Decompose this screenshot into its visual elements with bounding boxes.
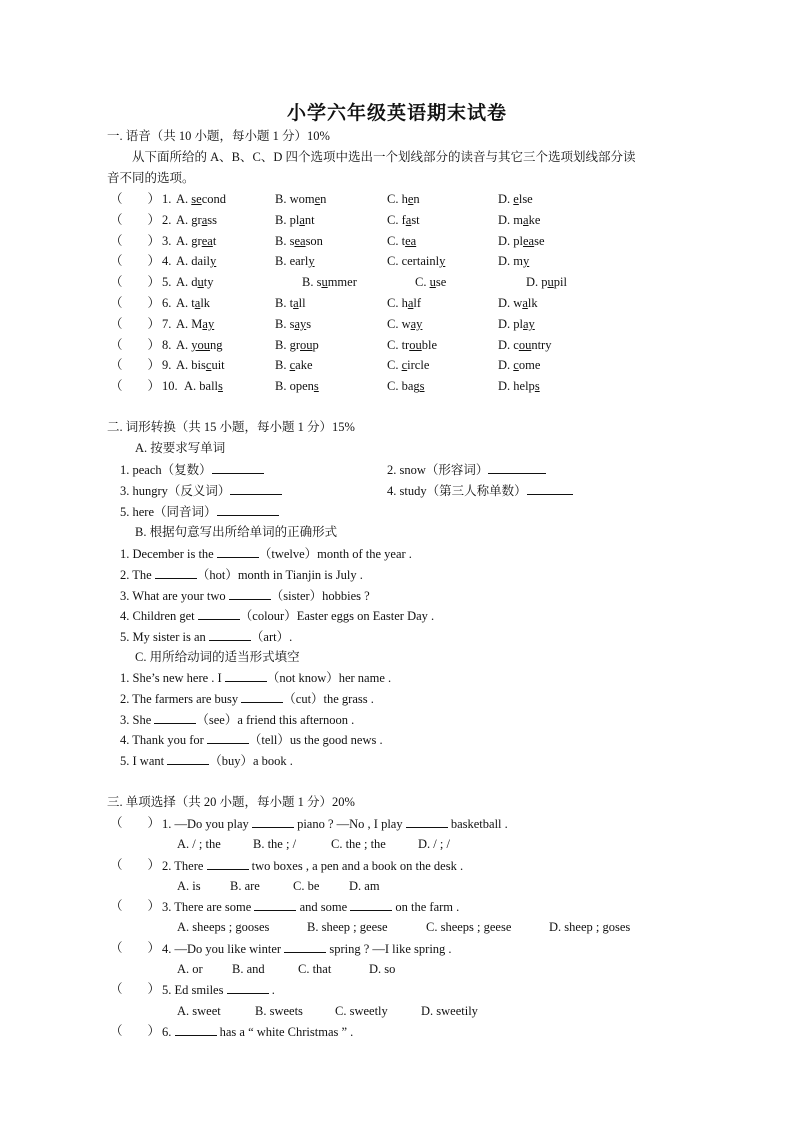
phonics-option-a[interactable]: [176, 253, 216, 269]
option-text: ty: [203, 275, 214, 289]
phonics-option-b[interactable]: [275, 253, 315, 269]
option-text: D. w: [498, 296, 523, 310]
underlined-sound: a: [194, 296, 201, 310]
underlined-sound: ay: [294, 317, 307, 331]
option-text: ll: [298, 296, 306, 310]
word-form-prompt: 3. hungry（反义词）: [120, 484, 231, 498]
underlined-sound: c: [289, 358, 296, 372]
option-text: p: [312, 338, 319, 352]
answer-paren[interactable]: （ ）: [110, 234, 161, 248]
underlined-sound: se: [191, 192, 202, 206]
stem-text: 4. —Do you like winter: [162, 942, 285, 956]
question-number: 8.: [162, 338, 172, 352]
underlined-sound: ea: [405, 234, 417, 248]
option-text: ng: [210, 338, 223, 352]
mcq-option[interactable]: D. sweetily: [421, 1004, 478, 1018]
answer-paren[interactable]: （ ）: [110, 213, 161, 227]
phonics-option-d[interactable]: [498, 295, 538, 311]
mcq-option[interactable]: C. the ; the: [331, 837, 386, 851]
answer-paren[interactable]: （ ）: [110, 1024, 161, 1038]
answer-blank[interactable]: [155, 566, 197, 579]
phonics-option-d[interactable]: [498, 337, 551, 353]
option-text: pil: [553, 275, 567, 289]
option-text: lk: [527, 296, 538, 310]
answer-paren[interactable]: （ ）: [110, 338, 161, 352]
option-text: A. gr: [176, 234, 202, 248]
section2-heading: 二. 词形转换（共 15 小题，每小题 1 分）15%: [107, 420, 355, 434]
stem-text: .: [268, 983, 275, 997]
mcq-option[interactable]: A. sweet: [177, 1004, 221, 1018]
answer-paren[interactable]: （ ）: [110, 816, 161, 830]
underlined-sound: ea: [201, 234, 213, 248]
mcq-stem: [162, 898, 459, 915]
option-text: D. c: [498, 338, 519, 352]
stem-text: on the farm .: [392, 900, 460, 914]
option-text: se: [534, 234, 545, 248]
phonics-option-a[interactable]: [176, 357, 225, 373]
option-text: C. h: [387, 296, 408, 310]
option-text: B. open: [275, 379, 314, 393]
option-text: B. s: [275, 234, 295, 248]
underlined-sound: s: [218, 379, 223, 393]
option-text: ake: [295, 358, 313, 372]
answer-blank: [252, 815, 294, 828]
underlined-sound: a: [299, 213, 305, 227]
answer-blank: [254, 898, 296, 911]
underlined-sound: s: [534, 379, 540, 393]
option-text: B. t: [275, 296, 294, 310]
word-form-prompt: 5. here（同音词）: [120, 505, 217, 519]
phonics-option-b[interactable]: [302, 274, 357, 290]
fill-blank-question: [120, 711, 354, 728]
question-text: 1. She’s new here . I: [120, 671, 225, 685]
mcq-option[interactable]: C. that: [298, 962, 332, 976]
phonics-option-b[interactable]: [275, 212, 315, 228]
option-text: C. h: [387, 192, 408, 206]
option-text: t: [212, 234, 217, 248]
mcq-stem: [162, 1023, 353, 1040]
option-text: D. help: [498, 379, 535, 393]
answer-blank[interactable]: [198, 607, 240, 620]
underlined-sound: ou: [409, 338, 422, 352]
mcq-option[interactable]: B. sweets: [255, 1004, 303, 1018]
option-text: ble: [421, 338, 438, 352]
question-number: 6.: [162, 296, 172, 310]
option-text: A. t: [176, 296, 195, 310]
phonics-option-d[interactable]: [526, 274, 567, 290]
option-text: D.: [498, 192, 514, 206]
option-text: A. gr: [176, 213, 202, 227]
option-text: son: [305, 234, 323, 248]
option-text: ome: [518, 358, 541, 372]
option-text: uit: [211, 358, 225, 372]
underlined-sound: a: [407, 296, 414, 310]
question-hint: （see）a friend this afternoon .: [196, 713, 355, 727]
underlined-sound: a: [201, 213, 208, 227]
phonics-option-c[interactable]: [387, 253, 445, 269]
option-text: C. w: [387, 317, 411, 331]
answer-paren[interactable]: （ ）: [110, 317, 161, 331]
underlined-sound: y: [210, 254, 217, 268]
answer-paren[interactable]: （ ）: [110, 275, 161, 289]
mcq-stem: [162, 981, 275, 998]
word-form-prompt: 1. peach（复数）: [120, 463, 212, 477]
answer-paren[interactable]: （ ）: [110, 379, 161, 393]
option-text: ircle: [407, 358, 430, 372]
fill-blank-question: [120, 690, 374, 707]
mcq-option[interactable]: B. and: [232, 962, 265, 976]
underlined-sound: ay: [523, 317, 535, 331]
mcq-stem: [162, 940, 452, 957]
option-text: B. s: [302, 275, 322, 289]
answer-blank[interactable]: [230, 482, 282, 495]
word-form-item: [387, 461, 546, 478]
exam-title: 小学六年级英语期末试卷: [286, 103, 507, 124]
fill-blank-question: [120, 752, 293, 769]
fill-blank-question: [120, 545, 412, 562]
phonics-option-d[interactable]: [498, 316, 535, 332]
phonics-option-c[interactable]: [387, 316, 422, 332]
answer-blank[interactable]: [212, 461, 264, 474]
mcq-option[interactable]: B. are: [230, 879, 260, 893]
question-text: 1. December is the: [120, 547, 217, 561]
option-text: B. wom: [275, 192, 315, 206]
option-text: A. dail: [176, 254, 211, 268]
phonics-option-b[interactable]: [275, 316, 311, 332]
option-text: ss: [207, 213, 217, 227]
phonics-option-a[interactable]: [176, 337, 223, 353]
stem-text: spring ? —I like spring .: [326, 942, 452, 956]
underlined-sound: ea: [523, 234, 535, 248]
option-text: B. pl: [275, 213, 300, 227]
question-text: 2. The: [120, 568, 155, 582]
option-text: C. t: [387, 234, 406, 248]
section1-heading: 一. 语音（共 10 小题，每小题 1 分）10%: [107, 129, 330, 143]
mcq-option[interactable]: D. am: [349, 879, 380, 893]
phonics-option-c[interactable]: [387, 357, 429, 373]
question-hint: （art）.: [250, 630, 293, 644]
answer-blank[interactable]: [229, 587, 271, 600]
section2-part-a-heading: A. 按要求写单词: [135, 441, 226, 455]
underlined-sound: you: [191, 338, 211, 352]
mcq-option[interactable]: C. be: [293, 879, 320, 893]
underlined-sound: u: [547, 275, 554, 289]
underlined-sound: c: [205, 358, 212, 372]
option-text: C. f: [387, 213, 406, 227]
phonics-option-b[interactable]: [275, 357, 313, 373]
question-number: 2.: [162, 213, 172, 227]
phonics-option-d[interactable]: [498, 233, 545, 249]
fill-blank-question: [120, 628, 292, 645]
phonics-option-a[interactable]: [176, 191, 226, 207]
answer-blank: [350, 898, 392, 911]
underlined-sound: s: [313, 379, 319, 393]
option-text: C. bag: [387, 379, 420, 393]
phonics-option-b[interactable]: [275, 191, 326, 207]
answer-blank[interactable]: [527, 482, 573, 495]
answer-blank[interactable]: [241, 690, 283, 703]
answer-blank: [227, 981, 269, 994]
section2-part-b-heading: B. 根据句意写出所给单词的正确形式: [135, 525, 338, 539]
answer-paren[interactable]: （ ）: [110, 858, 161, 872]
mcq-option[interactable]: D. sheep ; goses: [549, 920, 631, 934]
fill-blank-question: [120, 607, 434, 624]
underlined-sound: u: [321, 275, 328, 289]
option-text: C.: [415, 275, 430, 289]
phonics-option-a[interactable]: [176, 274, 214, 290]
option-text: ntry: [531, 338, 552, 352]
option-text: B. earl: [275, 254, 309, 268]
option-text: nt: [304, 213, 315, 227]
stem-text: 5. Ed smiles: [162, 983, 227, 997]
word-form-prompt: 4. study（第三人称单数）: [387, 484, 527, 498]
section1-instruction-line2: 音不同的选项。: [107, 171, 195, 185]
answer-paren[interactable]: （ ）: [110, 296, 161, 310]
mcq-option[interactable]: C. sweetly: [335, 1004, 388, 1018]
section1-instruction-line1: 从下面所给的 A、B、C、D 四个选项中选出一个划线部分的读音与其它三个选项划线部分读: [132, 150, 636, 164]
question-number: 10.: [162, 379, 178, 393]
underlined-sound: u: [197, 275, 204, 289]
option-text: lse: [518, 192, 533, 206]
option-text: lk: [200, 296, 211, 310]
answer-paren[interactable]: （ ）: [110, 254, 161, 268]
underlined-sound: a: [293, 296, 299, 310]
phonics-option-d[interactable]: [498, 253, 529, 269]
option-text: D. pl: [498, 317, 523, 331]
question-text: 4. Children get: [120, 609, 198, 623]
question-number: 9.: [162, 358, 172, 372]
phonics-option-b[interactable]: [275, 378, 319, 394]
option-text: D. p: [526, 275, 548, 289]
option-text: n: [320, 192, 327, 206]
option-text: A. d: [176, 275, 198, 289]
phonics-option-c[interactable]: [387, 191, 420, 207]
underlined-sound: s: [419, 379, 425, 393]
mcq-option[interactable]: D. / ; /: [418, 837, 450, 851]
underlined-sound: y: [308, 254, 315, 268]
option-text: A. bis: [176, 358, 206, 372]
underlined-sound: ou: [518, 338, 532, 352]
option-text: C. tr: [387, 338, 410, 352]
question-number: 7.: [162, 317, 172, 331]
question-number: 3.: [162, 234, 172, 248]
answer-blank[interactable]: [217, 503, 279, 516]
fill-blank-question: [120, 587, 370, 604]
option-text: C. certainl: [387, 254, 440, 268]
question-hint: （hot）month in Tianjin is July .: [196, 568, 363, 582]
stem-text: 6.: [162, 1025, 175, 1039]
word-form-item: [120, 482, 282, 499]
answer-blank: [406, 815, 448, 828]
answer-paren[interactable]: （ ）: [110, 899, 161, 913]
question-text: 4. Thank you for: [120, 733, 207, 747]
question-number: 1.: [162, 192, 172, 206]
phonics-option-d[interactable]: [498, 357, 540, 373]
answer-blank: [284, 940, 326, 953]
answer-blank[interactable]: [167, 752, 209, 765]
phonics-option-c[interactable]: [387, 212, 420, 228]
underlined-sound: ay: [410, 317, 423, 331]
option-text: cond: [201, 192, 227, 206]
underlined-sound: y: [523, 254, 530, 268]
phonics-option-c[interactable]: [387, 378, 425, 394]
option-text: se: [435, 275, 447, 289]
stem-text: 3. There are some: [162, 900, 255, 914]
answer-blank[interactable]: [225, 669, 267, 682]
word-form-item: [387, 482, 573, 499]
phonics-option-d[interactable]: [498, 191, 533, 207]
underlined-sound: a: [522, 296, 528, 310]
question-hint: （sister）hobbies ?: [270, 589, 370, 603]
option-text: mmer: [327, 275, 357, 289]
option-text: D. m: [498, 213, 523, 227]
option-text: D.: [498, 358, 514, 372]
question-text: 5. I want: [120, 754, 168, 768]
underlined-sound: c: [513, 358, 519, 372]
word-form-item: [120, 461, 264, 478]
underlined-sound: e: [314, 192, 321, 206]
mcq-option[interactable]: D. so: [369, 962, 396, 976]
underlined-sound: a: [523, 213, 529, 227]
phonics-option-d[interactable]: [498, 212, 540, 228]
answer-blank: [175, 1023, 217, 1036]
question-hint: （not know）her name .: [266, 671, 392, 685]
stem-text: 1. —Do you play: [162, 817, 252, 831]
fill-blank-question: [120, 566, 363, 583]
phonics-option-b[interactable]: [275, 337, 319, 353]
underlined-sound: e: [407, 192, 414, 206]
option-text: s: [306, 317, 312, 331]
question-hint: （cut）the grass .: [283, 692, 374, 706]
phonics-option-c[interactable]: [387, 295, 421, 311]
stem-text: basketball .: [447, 817, 508, 831]
answer-paren[interactable]: （ ）: [110, 982, 161, 996]
answer-blank[interactable]: [207, 731, 249, 744]
question-hint: （colour）Easter eggs on Easter Day .: [239, 609, 435, 623]
section3-heading: 三. 单项选择（共 20 小题，每小题 1 分）20%: [107, 795, 355, 809]
phonics-option-a[interactable]: [176, 316, 214, 332]
underlined-sound: ay: [202, 317, 215, 331]
phonics-option-b[interactable]: [275, 295, 306, 311]
phonics-option-c[interactable]: [415, 274, 446, 290]
section2-part-c-heading: C. 用所给动词的适当形式填空: [135, 650, 300, 664]
mcq-option[interactable]: A. is: [177, 879, 201, 893]
mcq-stem: [162, 857, 463, 874]
underlined-sound: a: [405, 213, 412, 227]
underlined-sound: ea: [294, 234, 306, 248]
option-text: lf: [413, 296, 422, 310]
underlined-sound: y: [439, 254, 446, 268]
underlined-sound: e: [513, 192, 519, 206]
option-text: B.: [275, 358, 290, 372]
answer-blank[interactable]: [488, 461, 546, 474]
answer-blank[interactable]: [209, 628, 251, 641]
answer-blank[interactable]: [217, 545, 259, 558]
phonics-option-b[interactable]: [275, 233, 323, 249]
option-text: A.: [176, 338, 192, 352]
mcq-option[interactable]: A. sheeps ; gooses: [177, 920, 270, 934]
mcq-option[interactable]: C. sheeps ; geese: [426, 920, 512, 934]
question-hint: （twelve）month of the year .: [258, 547, 412, 561]
option-text: n: [413, 192, 420, 206]
answer-paren[interactable]: （ ）: [110, 358, 161, 372]
mcq-option[interactable]: B. the ; /: [253, 837, 297, 851]
stem-text: two boxes , a pen and a book on the desk .: [248, 859, 464, 873]
underlined-sound: u: [429, 275, 436, 289]
fill-blank-question: [120, 731, 383, 748]
underlined-sound: ou: [300, 338, 313, 352]
option-text: A. ball: [184, 379, 219, 393]
phonics-option-c[interactable]: [387, 233, 416, 249]
question-text: 5. My sister is an: [120, 630, 209, 644]
stem-text: has a “ white Christmas ” .: [216, 1025, 354, 1039]
option-text: D. m: [498, 254, 523, 268]
phonics-option-a[interactable]: [184, 378, 223, 394]
answer-paren[interactable]: （ ）: [110, 192, 161, 206]
phonics-option-a[interactable]: [176, 233, 216, 249]
answer-paren[interactable]: （ ）: [110, 941, 161, 955]
phonics-option-c[interactable]: [387, 337, 437, 353]
underlined-sound: c: [401, 358, 408, 372]
question-text: 2. The farmers are busy: [120, 692, 242, 706]
word-form-item: [120, 503, 279, 520]
word-form-prompt: 2. snow（形容词）: [387, 463, 489, 477]
mcq-option[interactable]: B. sheep ; geese: [307, 920, 388, 934]
option-text: st: [411, 213, 420, 227]
answer-blank[interactable]: [154, 711, 196, 724]
phonics-option-d[interactable]: [498, 378, 540, 394]
option-text: ke: [528, 213, 541, 227]
question-text: 3. What are your two: [120, 589, 229, 603]
option-text: D. pl: [498, 234, 523, 248]
question-number: 4.: [162, 254, 172, 268]
question-hint: （buy）a book .: [209, 754, 293, 768]
answer-blank: [207, 857, 249, 870]
mcq-stem: [162, 815, 508, 832]
question-number: 5.: [162, 275, 172, 289]
option-text: A. M: [176, 317, 203, 331]
phonics-option-a[interactable]: [176, 212, 217, 228]
option-text: B. s: [275, 317, 295, 331]
option-text: A.: [176, 192, 192, 206]
mcq-option[interactable]: A. or: [177, 962, 203, 976]
option-text: C.: [387, 358, 402, 372]
mcq-option[interactable]: A. / ; the: [177, 837, 221, 851]
question-text: 3. She: [120, 713, 155, 727]
stem-text: piano ? —No , I play: [293, 817, 406, 831]
question-hint: （tell）us the good news .: [248, 733, 383, 747]
option-text: B. gr: [275, 338, 300, 352]
stem-text: and some: [296, 900, 351, 914]
phonics-option-a[interactable]: [176, 295, 210, 311]
fill-blank-question: [120, 669, 391, 686]
stem-text: 2. There: [162, 859, 207, 873]
